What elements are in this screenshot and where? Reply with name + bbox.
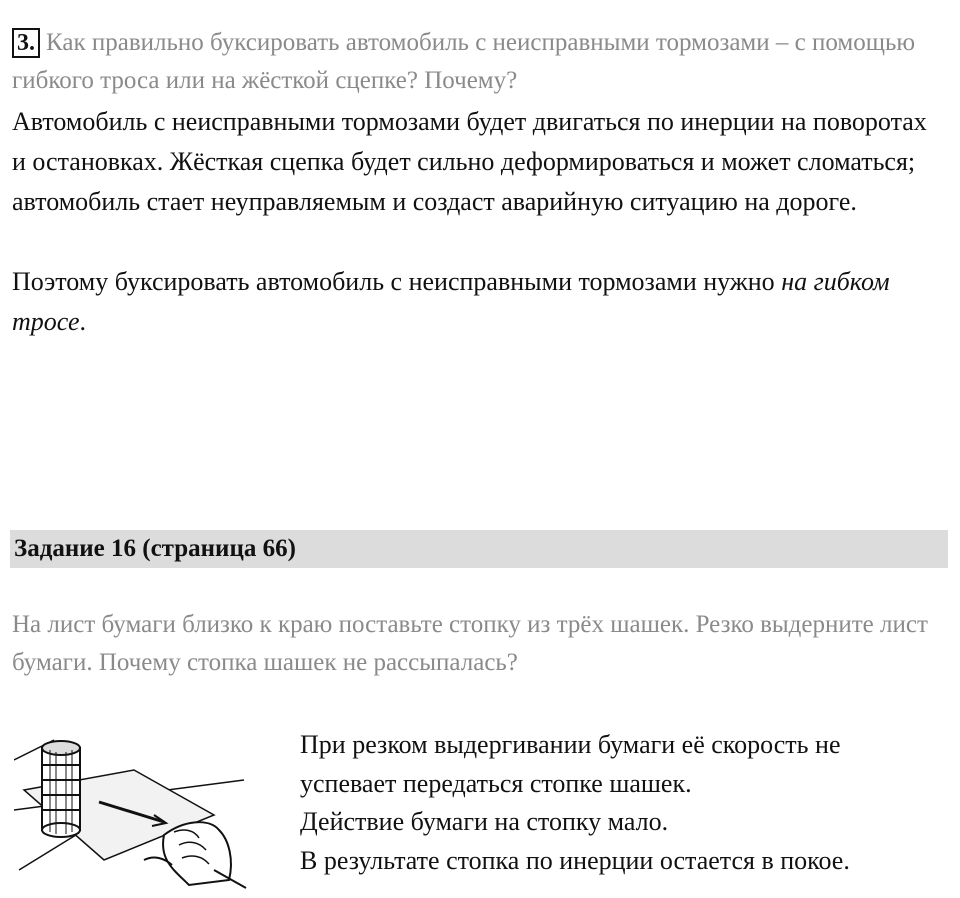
task3-answer-p2-italic: на гибком тросе [12, 267, 890, 336]
task3-answer-p2-end: . [79, 307, 87, 336]
task3-number: 3. [12, 28, 40, 58]
task3-answer-p2-main: Поэтому буксировать автомобиль с неисправными тормозами нужно [12, 267, 782, 296]
task16-answer [300, 726, 940, 880]
section-title: Задание 16 (страница 66) [14, 535, 296, 562]
task16-answer-line: В результате стопка по инерции остается в покое. [300, 845, 850, 875]
task3-answer-p2 [12, 262, 942, 342]
task16-answer-line: успевает передаться стопке шашек. [300, 768, 692, 798]
task16-answer-line: Действие бумаги на стопку мало. [300, 807, 669, 836]
checkers-paper-illustration [14, 720, 254, 890]
task16-answer-line: При резком выдергивании бумаги её скорость не [300, 730, 841, 759]
task16-question: На лист бумаги близко к краю поставьте стопку из трёх шашек. Резко выдерните лист бумаги. Почему стопка шашек не рассыпалась? [12, 611, 928, 676]
task3-question [12, 24, 942, 100]
task3-answer-p1: Автомобиль с неисправными тормозами будет двигаться по инерции на поворотах и остановках. Жёсткая сцепка будет сильно деформироваться и может сломаться; автомобиль стает неуправляемым и создаст аварийную ситуацию на дороге. [12, 107, 927, 216]
task3-question-text: Как правильно буксировать автомобиль с неисправными тормозами – с помощью гибкого троса или на жёсткой сцепке? Почему? [12, 29, 916, 94]
